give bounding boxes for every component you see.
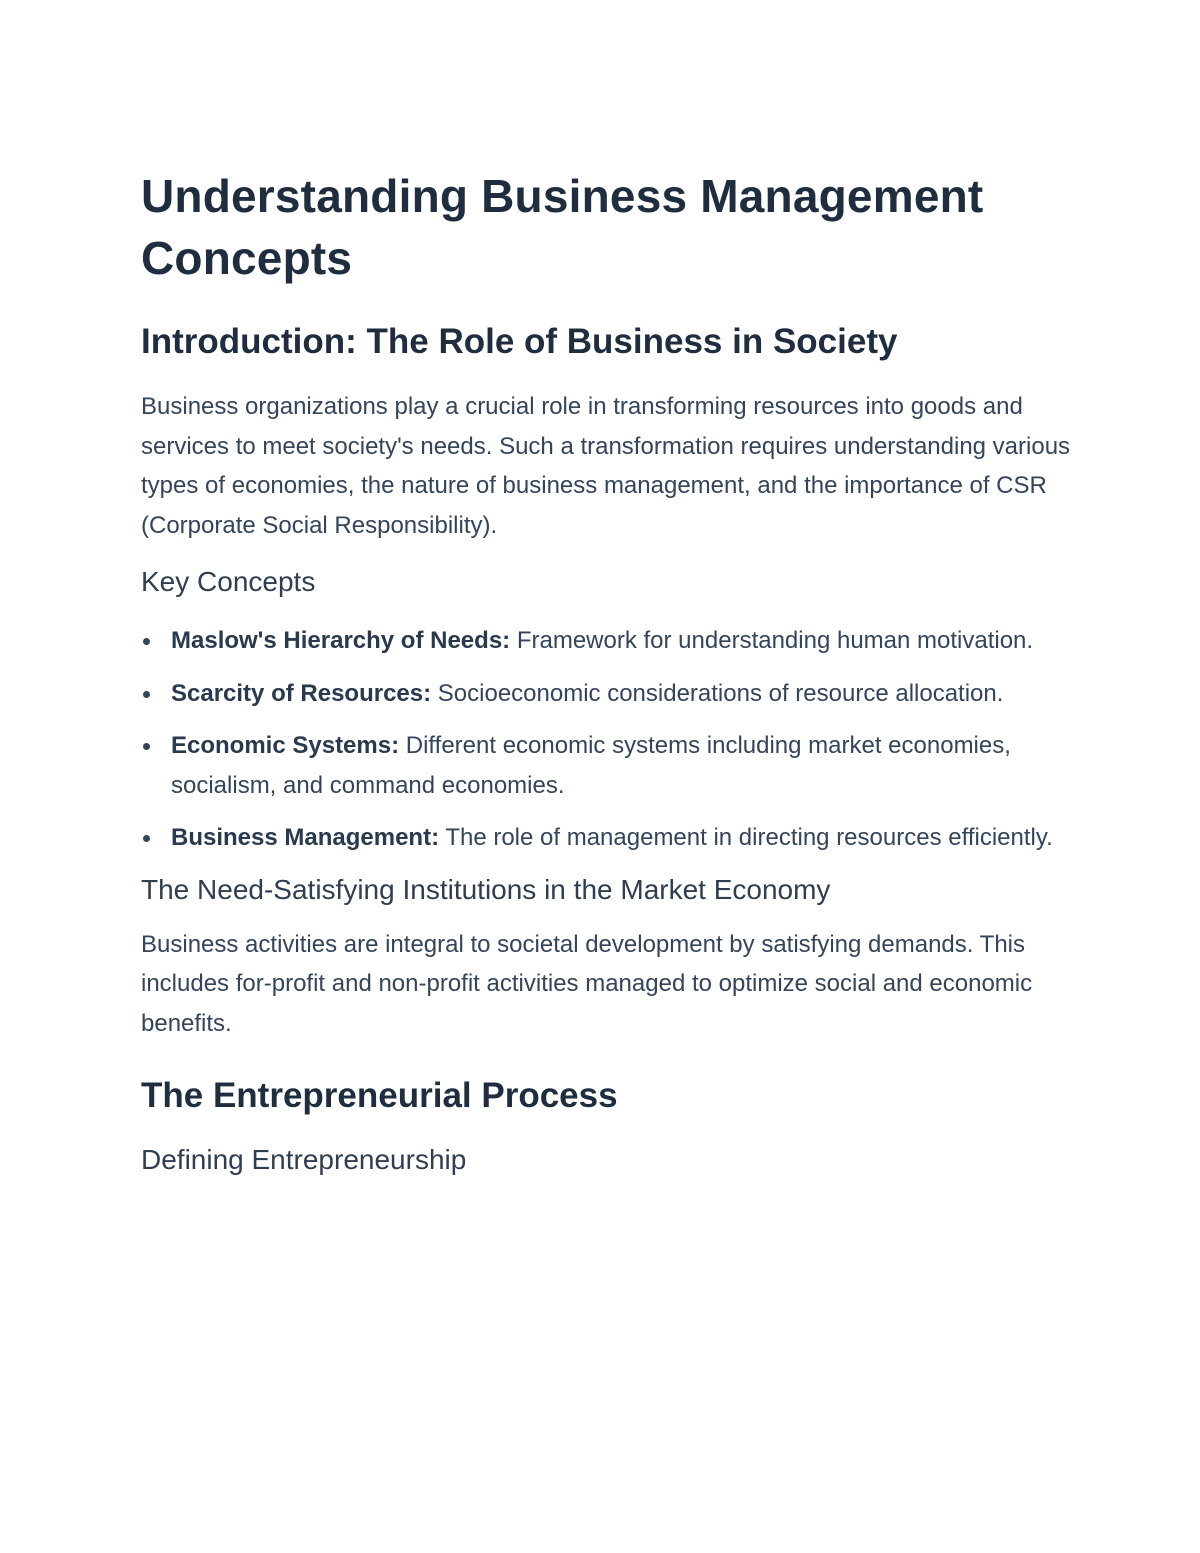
intro-paragraph: Business organizations play a crucial role in transforming resources into goods and services to meet society's needs. Such a transformation requires understanding various types of economies, the nature of business management, and the importance of CSR (Corporate Social Responsibility). bbox=[141, 393, 1071, 539]
document-page bbox=[141, 165, 1071, 1179]
document-title: Understanding Business Management Concepts bbox=[141, 170, 984, 284]
intro-heading: Introduction: The Role of Business in Society bbox=[141, 322, 898, 361]
bullet-icon bbox=[143, 743, 150, 750]
entrepreneurial-heading: The Entrepreneurial Process bbox=[141, 1076, 618, 1115]
concept-text: Framework for understanding human motivation. bbox=[510, 627, 1034, 654]
concept-text: Socioeconomic considerations of resource allocation. bbox=[431, 679, 1004, 707]
bullet-icon bbox=[143, 638, 150, 645]
concept-term: Economic Systems: bbox=[171, 732, 400, 759]
concept-text: Different economic systems including market economies, socialism, and command economies. bbox=[171, 732, 1011, 799]
concept-term: Business Management: bbox=[171, 824, 440, 851]
bullet-icon bbox=[143, 835, 150, 842]
concept-text: The role of management in directing resources efficiently. bbox=[439, 824, 1053, 851]
list-item bbox=[141, 674, 1071, 714]
key-concepts-list bbox=[141, 621, 1071, 858]
need-satisfying-paragraph: Business activities are integral to societal development by satisfying demands. This includes for-profit and non-profit activities managed to optimize social and economic benefits. bbox=[141, 930, 1033, 1037]
need-satisfying-heading: The Need-Satisfying Institutions in the Market Economy bbox=[141, 873, 831, 905]
defining-entrepreneurship-heading: Defining Entrepreneurship bbox=[141, 1144, 467, 1175]
bullet-icon bbox=[143, 691, 150, 698]
concept-term: Maslow's Hierarchy of Needs: bbox=[171, 627, 511, 654]
key-concepts-heading: Key Concepts bbox=[141, 566, 316, 597]
list-item bbox=[141, 621, 1071, 661]
concept-term: Scarcity of Resources: bbox=[171, 679, 432, 707]
list-item bbox=[141, 726, 1071, 805]
list-item bbox=[141, 818, 1071, 858]
